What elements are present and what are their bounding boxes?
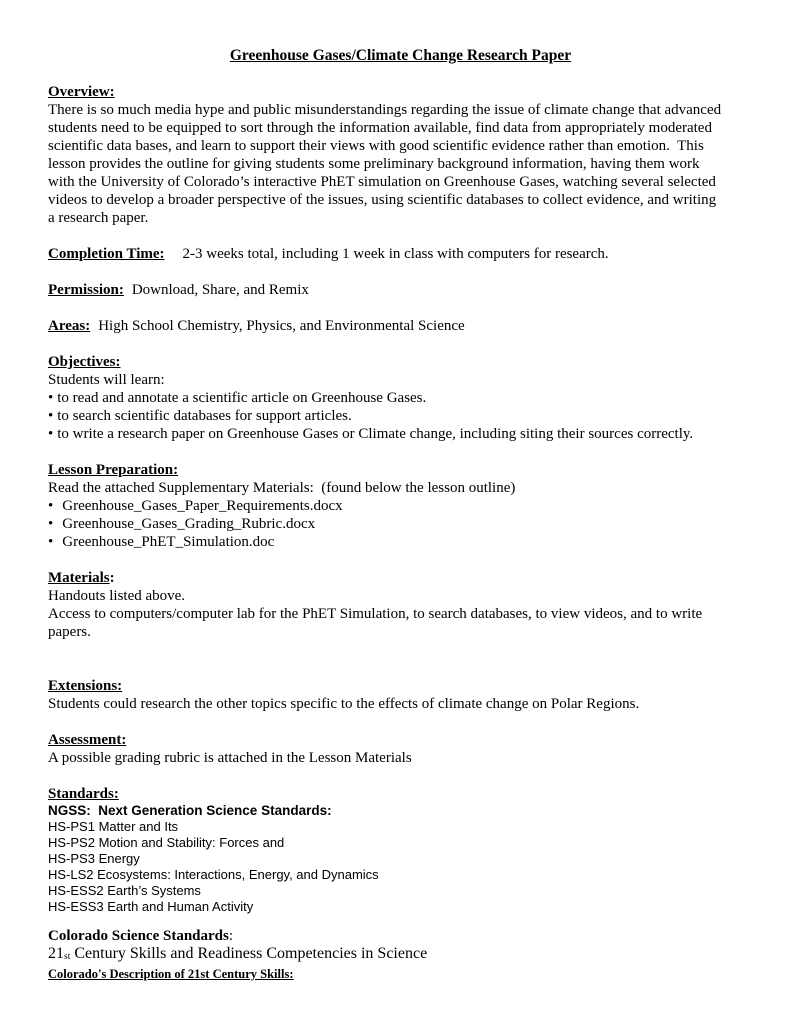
completion-time-line — [48, 245, 753, 263]
bullet-marker: • — [48, 390, 54, 406]
section-standards — [48, 785, 753, 915]
section-overview — [48, 83, 753, 227]
objectives-bullet-item — [48, 389, 753, 407]
permission-heading: Permission: — [48, 282, 124, 298]
bullet-marker: • — [48, 516, 54, 532]
bullet-marker: • — [48, 426, 54, 442]
century-prefix: 21 — [48, 945, 64, 962]
lesson-preparation-bullet-item — [48, 515, 753, 533]
objectives-bullet-item — [48, 425, 753, 443]
ngss-heading: NGSS: Next Generation Science Standards: — [48, 803, 332, 818]
bullet-marker: • — [48, 498, 54, 514]
objectives-heading-line — [48, 353, 753, 371]
materials-heading-colon: : — [109, 570, 115, 586]
section-areas — [48, 317, 753, 335]
assessment-heading: Assessment: — [48, 732, 127, 748]
permission-text: Download, Share, and Remix — [131, 282, 309, 298]
extensions-text: Students could research the other topics specific to the effects of climate change on Polar Regions. — [48, 696, 640, 712]
section-colorado-standards — [48, 927, 753, 983]
permission-line — [48, 281, 753, 299]
lesson-preparation-bullet-item — [48, 533, 753, 551]
extensions-heading: Extensions: — [48, 678, 123, 694]
century-ordinal-suffix: st — [64, 952, 71, 962]
objectives-bullet-text: to write a research paper on Greenhouse Gases or Climate change, including siting their sources correctly. — [57, 426, 694, 442]
section-permission — [48, 281, 753, 299]
page-title: Greenhouse Gases/Climate Change Research Paper — [229, 47, 572, 64]
ngss-standard-item: HS-PS3 Energy — [48, 851, 140, 866]
colorado-standards-colon: : — [228, 928, 234, 944]
materials-heading-line — [48, 569, 753, 587]
lesson-preparation-heading: Lesson Preparation: — [48, 462, 179, 478]
ngss-standard-item: HS-ESS3 Earth and Human Activity — [48, 899, 254, 914]
bullet-marker: • — [48, 534, 54, 550]
overview-text-line: videos to develop a broader perspective of the issues, using scientific databases to collect evidence, and writing — [48, 192, 717, 208]
areas-heading: Areas: — [48, 318, 91, 334]
ngss-standard-item: HS-PS1 Matter and Its — [48, 819, 179, 834]
overview-text-line: a research paper. — [48, 210, 149, 226]
colorado-standards-heading: Colorado Science Standards — [48, 928, 229, 944]
overview-text-line: students need to be equipped to sort through the information available, find data from appropriately moderated — [48, 120, 712, 136]
objectives-intro: Students will learn: — [48, 372, 165, 388]
century-rest: Century Skills and Readiness Competencies in Science — [70, 945, 428, 962]
standards-heading: Standards: — [48, 786, 119, 802]
ngss-standard-item: HS-PS2 Motion and Stability: Forces and — [48, 835, 285, 850]
lesson-preparation-bullet-text: Greenhouse_Gases_Grading_Rubric.docx — [62, 516, 316, 532]
section-materials — [48, 569, 753, 641]
objectives-bullet-text: to search scientific databases for support articles. — [57, 408, 352, 424]
colorado-description-line: Colorado's Description of 21st Century Skills: — [48, 967, 294, 981]
overview-text-line: There is so much media hype and public misunderstandings regarding the issue of climate change that advanced — [48, 102, 722, 118]
overview-text-line: scientific data bases, and learn to support their views with good scientific evidence rather than emotion. This — [48, 138, 704, 154]
assessment-text: A possible grading rubric is attached in the Lesson Materials — [48, 750, 412, 766]
materials-heading: Materials — [48, 570, 110, 586]
lesson-preparation-bullet-item — [48, 497, 753, 515]
bullet-marker: • — [48, 408, 54, 424]
colorado-heading-line — [48, 927, 753, 945]
ngss-standard-item: HS-LS2 Ecosystems: Interactions, Energy, and Dynamics — [48, 867, 379, 882]
standards-heading-line — [48, 785, 753, 803]
section-objectives — [48, 353, 753, 443]
objectives-bullet-item — [48, 407, 753, 425]
completion-time-heading: Completion Time: — [48, 246, 165, 262]
lesson-preparation-bullet-text: Greenhouse_PhET_Simulation.doc — [62, 534, 275, 550]
section-completion-time — [48, 245, 753, 263]
assessment-heading-line — [48, 731, 753, 749]
areas-text: High School Chemistry, Physics, and Environmental Science — [98, 318, 465, 334]
materials-text-line: Handouts listed above. — [48, 588, 186, 604]
lesson-preparation-bullet-text: Greenhouse_Gases_Paper_Requirements.docx — [62, 498, 343, 514]
materials-text-line: Access to computers/computer lab for the PhET Simulation, to search databases, to view videos, and to write — [48, 606, 703, 622]
lesson-preparation-heading-line — [48, 461, 753, 479]
areas-line — [48, 317, 753, 335]
extensions-heading-line — [48, 677, 753, 695]
section-extensions — [48, 677, 753, 713]
ngss-standard-item: HS-ESS2 Earth’s Systems — [48, 883, 201, 898]
lesson-preparation-intro: Read the attached Supplementary Materials: (found below the lesson outline) — [48, 480, 516, 496]
century-skills-line — [48, 945, 753, 965]
objectives-bullet-text: to read and annotate a scientific article on Greenhouse Gases. — [57, 390, 427, 406]
overview-heading-line — [48, 83, 753, 101]
completion-time-text: 2-3 weeks total, including 1 week in class with computers for research. — [182, 246, 609, 262]
section-lesson-preparation — [48, 461, 753, 551]
materials-text-line: papers. — [48, 624, 91, 640]
overview-text-line: with the University of Colorado’s interactive PhET simulation on Greenhouse Gases, watching several selected — [48, 174, 716, 190]
overview-heading: Overview: — [48, 84, 115, 100]
overview-text-line: lesson provides the outline for giving students some preliminary background information, having them work — [48, 156, 700, 172]
objectives-heading: Objectives: — [48, 354, 121, 370]
section-assessment — [48, 731, 753, 767]
